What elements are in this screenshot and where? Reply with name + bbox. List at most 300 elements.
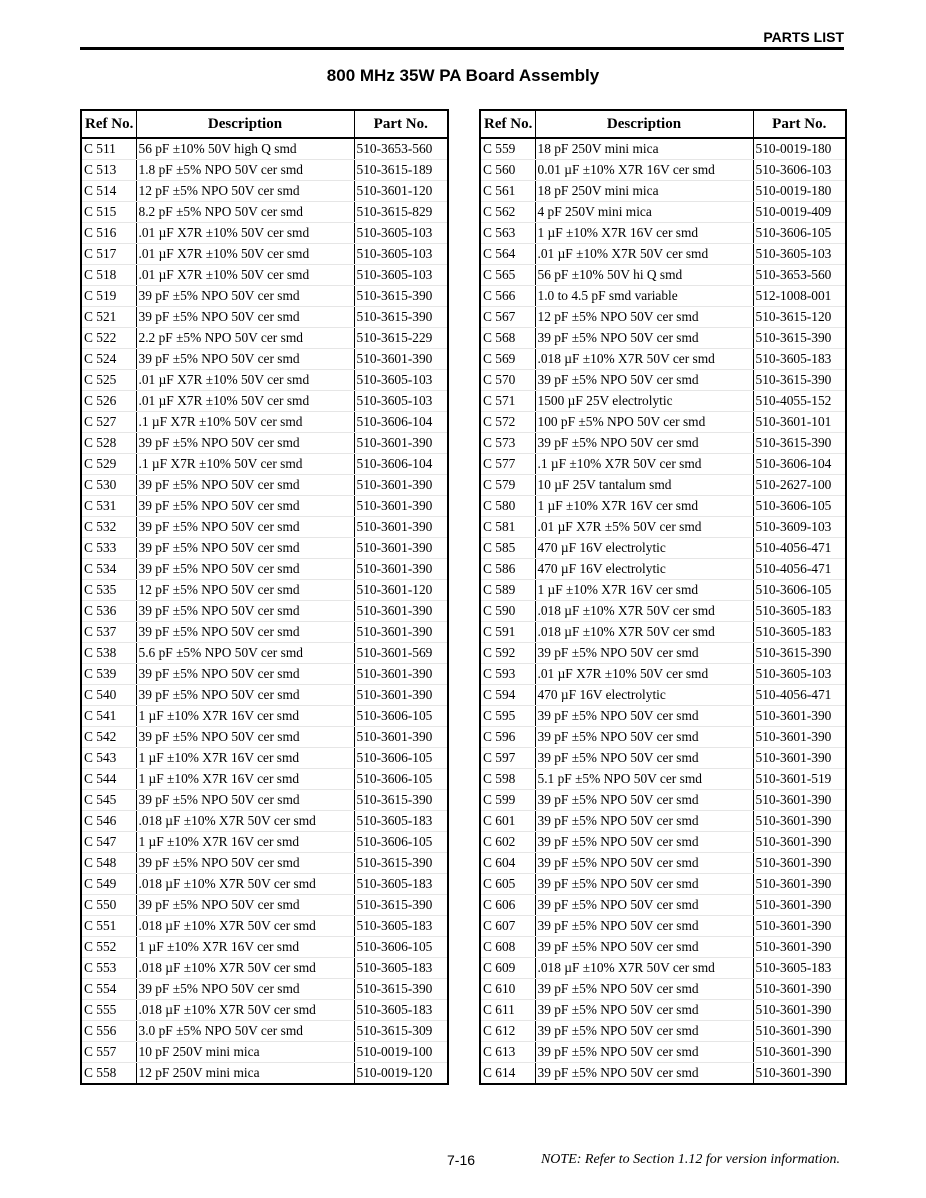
- description-cell: 39 pF ±5% NPO 50V cer smd: [535, 979, 753, 1000]
- description-cell: .018 µF ±10% X7R 50V cer smd: [535, 622, 753, 643]
- ref-no-cell: C 567: [480, 307, 535, 328]
- part-no-cell: 510-3601-390: [753, 916, 846, 937]
- ref-no-cell: C 550: [81, 895, 136, 916]
- part-no-cell: 510-3601-390: [354, 727, 448, 748]
- page-number: 7-16: [447, 1152, 476, 1168]
- description-cell: 5.1 pF ±5% NPO 50V cer smd: [535, 769, 753, 790]
- ref-no-cell: C 553: [81, 958, 136, 979]
- ref-no-cell: C 533: [81, 538, 136, 559]
- part-no-cell: 510-3601-569: [354, 643, 448, 664]
- description-cell: .018 µF ±10% X7R 50V cer smd: [535, 958, 753, 979]
- description-cell: 2.2 pF ±5% NPO 50V cer smd: [136, 328, 354, 349]
- table-row: [81, 1021, 448, 1042]
- ref-no-header: Ref No.: [480, 110, 535, 138]
- description-cell: 39 pF ±5% NPO 50V cer smd: [136, 685, 354, 706]
- table-row: [480, 181, 846, 202]
- part-no-cell: 510-3615-829: [354, 202, 448, 223]
- part-no-cell: 510-3601-390: [753, 832, 846, 853]
- version-note: NOTE: Refer to Section 1.12 for version information.: [540, 1152, 840, 1167]
- description-cell: 1 µF ±10% X7R 16V cer smd: [136, 832, 354, 853]
- ref-no-cell: C 532: [81, 517, 136, 538]
- part-no-cell: 510-3601-390: [354, 601, 448, 622]
- table-row: [480, 685, 846, 706]
- description-cell: 1 µF ±10% X7R 16V cer smd: [535, 580, 753, 601]
- description-cell: 470 µF 16V electrolytic: [535, 559, 753, 580]
- table-row: [480, 643, 846, 664]
- ref-no-cell: C 594: [480, 685, 535, 706]
- part-no-cell: 510-3605-103: [354, 223, 448, 244]
- table-row: [480, 853, 846, 874]
- description-cell: 39 pF ±5% NPO 50V cer smd: [136, 559, 354, 580]
- ref-no-cell: C 601: [480, 811, 535, 832]
- description-cell: .01 µF X7R ±10% 50V cer smd: [136, 370, 354, 391]
- ref-no-cell: C 581: [480, 517, 535, 538]
- table-row: [81, 664, 448, 685]
- ref-no-cell: C 558: [81, 1063, 136, 1085]
- part-no-cell: 510-3605-103: [354, 391, 448, 412]
- ref-no-cell: C 593: [480, 664, 535, 685]
- description-cell: 4 pF 250V mini mica: [535, 202, 753, 223]
- part-no-cell: 510-3605-103: [354, 244, 448, 265]
- description-cell: 39 pF ±5% NPO 50V cer smd: [535, 727, 753, 748]
- description-cell: 39 pF ±5% NPO 50V cer smd: [535, 1000, 753, 1021]
- description-cell: 39 pF ±5% NPO 50V cer smd: [136, 853, 354, 874]
- description-cell: 39 pF ±5% NPO 50V cer smd: [535, 1042, 753, 1063]
- ref-no-cell: C 537: [81, 622, 136, 643]
- ref-no-cell: C 577: [480, 454, 535, 475]
- part-no-cell: 510-3653-560: [354, 138, 448, 160]
- ref-no-cell: C 592: [480, 643, 535, 664]
- description-header: Description: [136, 110, 354, 138]
- ref-no-cell: C 602: [480, 832, 535, 853]
- part-no-cell: 510-3605-183: [354, 811, 448, 832]
- part-no-cell: 510-0019-180: [753, 138, 846, 160]
- table-row: [480, 1021, 846, 1042]
- part-no-cell: 510-3606-105: [354, 769, 448, 790]
- table-row: [480, 832, 846, 853]
- ref-no-cell: C 549: [81, 874, 136, 895]
- description-cell: .01 µF X7R ±10% 50V cer smd: [136, 244, 354, 265]
- part-no-cell: 510-3601-390: [354, 685, 448, 706]
- table-row: [480, 1063, 846, 1085]
- ref-no-cell: C 525: [81, 370, 136, 391]
- table-row: [81, 138, 448, 160]
- table-row: [81, 1042, 448, 1063]
- part-no-cell: 510-3601-390: [753, 790, 846, 811]
- table-row: [480, 601, 846, 622]
- part-no-cell: 510-3615-309: [354, 1021, 448, 1042]
- table-row: [480, 433, 846, 454]
- table-row: [81, 160, 448, 181]
- ref-no-cell: C 564: [480, 244, 535, 265]
- ref-no-cell: C 515: [81, 202, 136, 223]
- part-no-cell: 510-3615-390: [354, 286, 448, 307]
- table-row: [81, 790, 448, 811]
- part-no-cell: 510-4056-471: [753, 538, 846, 559]
- ref-no-cell: C 569: [480, 349, 535, 370]
- ref-no-cell: C 557: [81, 1042, 136, 1063]
- part-no-cell: 510-3615-189: [354, 160, 448, 181]
- part-no-cell: 510-4056-471: [753, 559, 846, 580]
- part-no-cell: 510-3601-390: [753, 1021, 846, 1042]
- ref-no-cell: C 516: [81, 223, 136, 244]
- description-cell: 12 pF ±5% NPO 50V cer smd: [136, 580, 354, 601]
- part-no-cell: 510-3601-390: [354, 559, 448, 580]
- ref-no-cell: C 552: [81, 937, 136, 958]
- ref-no-cell: C 535: [81, 580, 136, 601]
- ref-no-cell: C 598: [480, 769, 535, 790]
- description-cell: 39 pF ±5% NPO 50V cer smd: [136, 496, 354, 517]
- part-no-cell: 510-3606-104: [354, 412, 448, 433]
- ref-no-cell: C 612: [480, 1021, 535, 1042]
- description-cell: 1.0 to 4.5 pF smd variable: [535, 286, 753, 307]
- part-no-cell: 510-3605-183: [753, 601, 846, 622]
- ref-no-cell: C 556: [81, 1021, 136, 1042]
- description-cell: .018 µF ±10% X7R 50V cer smd: [535, 349, 753, 370]
- description-cell: .018 µF ±10% X7R 50V cer smd: [136, 958, 354, 979]
- description-cell: .01 µF X7R ±10% 50V cer smd: [136, 223, 354, 244]
- ref-no-cell: C 565: [480, 265, 535, 286]
- ref-no-cell: C 529: [81, 454, 136, 475]
- description-cell: 39 pF ±5% NPO 50V cer smd: [136, 727, 354, 748]
- ref-no-cell: C 546: [81, 811, 136, 832]
- table-row: [81, 517, 448, 538]
- description-cell: 39 pF ±5% NPO 50V cer smd: [535, 1063, 753, 1085]
- description-cell: 1500 µF 25V electrolytic: [535, 391, 753, 412]
- ref-no-cell: C 540: [81, 685, 136, 706]
- ref-no-cell: C 568: [480, 328, 535, 349]
- table-row: [480, 958, 846, 979]
- description-cell: 39 pF ±5% NPO 50V cer smd: [535, 811, 753, 832]
- ref-no-cell: C 534: [81, 559, 136, 580]
- description-cell: 39 pF ±5% NPO 50V cer smd: [136, 664, 354, 685]
- table-row: [480, 517, 846, 538]
- part-no-cell: 510-3601-390: [753, 727, 846, 748]
- part-no-cell: 510-3601-390: [753, 1042, 846, 1063]
- table-row: [81, 601, 448, 622]
- table-row: [480, 160, 846, 181]
- part-no-cell: 510-3606-104: [354, 454, 448, 475]
- ref-no-cell: C 541: [81, 706, 136, 727]
- description-cell: .018 µF ±10% X7R 50V cer smd: [136, 874, 354, 895]
- table-row: [81, 832, 448, 853]
- ref-no-cell: C 551: [81, 916, 136, 937]
- table-row: [81, 937, 448, 958]
- description-cell: .01 µF ±10% X7R 50V cer smd: [535, 244, 753, 265]
- description-cell: 39 pF ±5% NPO 50V cer smd: [535, 706, 753, 727]
- table-row: [81, 580, 448, 601]
- table-row: [480, 811, 846, 832]
- description-cell: 12 pF 250V mini mica: [136, 1063, 354, 1085]
- table-row: [480, 622, 846, 643]
- ref-no-cell: C 585: [480, 538, 535, 559]
- part-no-cell: 510-3609-103: [753, 517, 846, 538]
- table-row: [480, 138, 846, 160]
- description-cell: .01 µF X7R ±5% 50V cer smd: [535, 517, 753, 538]
- table-row: [81, 433, 448, 454]
- table-row: [81, 748, 448, 769]
- parts-table-body: [480, 138, 846, 1084]
- part-no-cell: 510-3615-390: [354, 853, 448, 874]
- table-row: [81, 328, 448, 349]
- description-cell: 39 pF ±5% NPO 50V cer smd: [136, 286, 354, 307]
- table-row: [480, 244, 846, 265]
- description-cell: 18 pF 250V mini mica: [535, 181, 753, 202]
- ref-no-cell: C 563: [480, 223, 535, 244]
- parts-table-right: [479, 109, 847, 1085]
- table-row: [480, 559, 846, 580]
- part-no-cell: 510-3601-390: [354, 433, 448, 454]
- table-row: [480, 202, 846, 223]
- table-row: [480, 307, 846, 328]
- ref-no-cell: C 613: [480, 1042, 535, 1063]
- description-cell: 39 pF ±5% NPO 50V cer smd: [136, 895, 354, 916]
- table-row: [81, 643, 448, 664]
- part-no-cell: 510-3606-105: [354, 937, 448, 958]
- table-row: [81, 622, 448, 643]
- part-no-cell: 510-3605-183: [354, 874, 448, 895]
- part-no-cell: 510-3605-183: [753, 622, 846, 643]
- part-no-header: Part No.: [354, 110, 448, 138]
- ref-no-cell: C 609: [480, 958, 535, 979]
- description-cell: 1.8 pF ±5% NPO 50V cer smd: [136, 160, 354, 181]
- ref-no-cell: C 572: [480, 412, 535, 433]
- ref-no-cell: C 562: [480, 202, 535, 223]
- table-row: [81, 769, 448, 790]
- ref-no-cell: C 536: [81, 601, 136, 622]
- ref-no-cell: C 545: [81, 790, 136, 811]
- part-no-cell: 510-3615-390: [753, 370, 846, 391]
- table-row: [81, 202, 448, 223]
- part-no-cell: 510-3601-390: [354, 496, 448, 517]
- description-cell: 1 µF ±10% X7R 16V cer smd: [136, 748, 354, 769]
- part-no-cell: 510-3615-229: [354, 328, 448, 349]
- part-no-cell: 510-3601-390: [753, 853, 846, 874]
- ref-no-cell: C 607: [480, 916, 535, 937]
- part-no-cell: 510-0019-120: [354, 1063, 448, 1085]
- description-cell: .1 µF ±10% X7R 50V cer smd: [535, 454, 753, 475]
- description-cell: 1 µF ±10% X7R 16V cer smd: [535, 223, 753, 244]
- description-cell: 10 pF 250V mini mica: [136, 1042, 354, 1063]
- ref-no-cell: C 591: [480, 622, 535, 643]
- ref-no-header: Ref No.: [81, 110, 136, 138]
- description-cell: .01 µF X7R ±10% 50V cer smd: [136, 391, 354, 412]
- part-no-cell: 510-3606-105: [753, 580, 846, 601]
- table-row: [81, 412, 448, 433]
- part-no-header: Part No.: [753, 110, 846, 138]
- table-row: [81, 286, 448, 307]
- part-no-cell: 510-3601-390: [753, 1000, 846, 1021]
- ref-no-cell: C 586: [480, 559, 535, 580]
- ref-no-cell: C 543: [81, 748, 136, 769]
- part-no-cell: 510-3605-183: [753, 958, 846, 979]
- ref-no-cell: C 614: [480, 1063, 535, 1085]
- description-cell: 39 pF ±5% NPO 50V cer smd: [535, 748, 753, 769]
- ref-no-cell: C 528: [81, 433, 136, 454]
- description-cell: 39 pF ±5% NPO 50V cer smd: [535, 937, 753, 958]
- part-no-cell: 510-3601-519: [753, 769, 846, 790]
- part-no-cell: 510-3601-390: [753, 895, 846, 916]
- description-cell: 39 pF ±5% NPO 50V cer smd: [136, 790, 354, 811]
- table-row: [480, 412, 846, 433]
- part-no-cell: 510-3601-120: [354, 181, 448, 202]
- table-row: [81, 307, 448, 328]
- part-no-cell: 510-3606-105: [354, 748, 448, 769]
- description-cell: 39 pF ±5% NPO 50V cer smd: [136, 433, 354, 454]
- ref-no-cell: C 511: [81, 138, 136, 160]
- part-no-cell: 510-3601-390: [753, 874, 846, 895]
- table-row: [81, 391, 448, 412]
- table-row: [480, 790, 846, 811]
- part-no-cell: 510-4056-471: [753, 685, 846, 706]
- part-no-cell: 510-3601-390: [354, 517, 448, 538]
- part-no-cell: 510-3601-101: [753, 412, 846, 433]
- ref-no-cell: C 530: [81, 475, 136, 496]
- table-row: [480, 664, 846, 685]
- description-cell: 1 µF ±10% X7R 16V cer smd: [136, 706, 354, 727]
- ref-no-cell: C 531: [81, 496, 136, 517]
- ref-no-cell: C 597: [480, 748, 535, 769]
- description-cell: .1 µF X7R ±10% 50V cer smd: [136, 412, 354, 433]
- ref-no-cell: C 605: [480, 874, 535, 895]
- description-cell: 39 pF ±5% NPO 50V cer smd: [136, 475, 354, 496]
- table-row: [81, 685, 448, 706]
- section-header: PARTS LIST: [763, 29, 844, 45]
- ref-no-cell: C 542: [81, 727, 136, 748]
- description-cell: 1 µF ±10% X7R 16V cer smd: [136, 769, 354, 790]
- table-row: [480, 916, 846, 937]
- table-row: [81, 979, 448, 1000]
- table-row: [480, 391, 846, 412]
- table-row: [480, 265, 846, 286]
- ref-no-cell: C 547: [81, 832, 136, 853]
- part-no-cell: 510-3615-390: [354, 307, 448, 328]
- part-no-cell: 510-3601-390: [354, 622, 448, 643]
- parts-table-left: [80, 109, 449, 1085]
- ref-no-cell: C 524: [81, 349, 136, 370]
- part-no-cell: 510-3606-103: [753, 160, 846, 181]
- part-no-cell: 510-3601-390: [753, 937, 846, 958]
- description-cell: .1 µF X7R ±10% 50V cer smd: [136, 454, 354, 475]
- table-row: [480, 580, 846, 601]
- ref-no-cell: C 521: [81, 307, 136, 328]
- description-cell: 39 pF ±5% NPO 50V cer smd: [136, 517, 354, 538]
- part-no-cell: 510-3605-103: [354, 370, 448, 391]
- part-no-cell: 510-3601-390: [753, 1063, 846, 1085]
- table-row: [480, 706, 846, 727]
- description-cell: 39 pF ±5% NPO 50V cer smd: [535, 643, 753, 664]
- description-cell: .018 µF ±10% X7R 50V cer smd: [136, 916, 354, 937]
- ref-no-cell: C 599: [480, 790, 535, 811]
- part-no-cell: 510-3605-103: [354, 265, 448, 286]
- table-row: [480, 727, 846, 748]
- ref-no-cell: C 589: [480, 580, 535, 601]
- table-row: [81, 1000, 448, 1021]
- description-cell: 100 pF ±5% NPO 50V cer smd: [535, 412, 753, 433]
- ref-no-cell: C 579: [480, 475, 535, 496]
- ref-no-cell: C 604: [480, 853, 535, 874]
- ref-no-cell: C 580: [480, 496, 535, 517]
- part-no-cell: 512-1008-001: [753, 286, 846, 307]
- description-cell: 39 pF ±5% NPO 50V cer smd: [535, 1021, 753, 1042]
- description-cell: 39 pF ±5% NPO 50V cer smd: [535, 895, 753, 916]
- description-cell: 39 pF ±5% NPO 50V cer smd: [535, 874, 753, 895]
- table-row: [81, 454, 448, 475]
- description-cell: 39 pF ±5% NPO 50V cer smd: [535, 790, 753, 811]
- description-cell: 39 pF ±5% NPO 50V cer smd: [136, 538, 354, 559]
- ref-no-cell: C 526: [81, 391, 136, 412]
- page-title: 800 MHz 35W PA Board Assembly: [326, 66, 600, 85]
- description-cell: 39 pF ±5% NPO 50V cer smd: [136, 979, 354, 1000]
- part-no-cell: 510-3601-390: [753, 811, 846, 832]
- part-no-cell: 510-3605-183: [753, 349, 846, 370]
- description-cell: 1 µF ±10% X7R 16V cer smd: [535, 496, 753, 517]
- header-rule: [80, 47, 844, 50]
- part-no-cell: 510-3615-390: [753, 328, 846, 349]
- part-no-cell: 510-3601-390: [354, 538, 448, 559]
- table-row: [81, 265, 448, 286]
- table-row: [480, 979, 846, 1000]
- table-row: [81, 706, 448, 727]
- description-cell: 39 pF ±5% NPO 50V cer smd: [136, 622, 354, 643]
- description-cell: 39 pF ±5% NPO 50V cer smd: [136, 601, 354, 622]
- description-cell: 39 pF ±5% NPO 50V cer smd: [136, 307, 354, 328]
- ref-no-cell: C 573: [480, 433, 535, 454]
- ref-no-cell: C 513: [81, 160, 136, 181]
- description-header: Description: [535, 110, 753, 138]
- description-cell: .018 µF ±10% X7R 50V cer smd: [535, 601, 753, 622]
- ref-no-cell: C 566: [480, 286, 535, 307]
- ref-no-cell: C 555: [81, 1000, 136, 1021]
- description-cell: 56 pF ±10% 50V hi Q smd: [535, 265, 753, 286]
- description-cell: 1 µF ±10% X7R 16V cer smd: [136, 937, 354, 958]
- ref-no-cell: C 522: [81, 328, 136, 349]
- description-cell: 5.6 pF ±5% NPO 50V cer smd: [136, 643, 354, 664]
- part-no-cell: 510-3606-104: [753, 454, 846, 475]
- ref-no-cell: C 608: [480, 937, 535, 958]
- table-row: [480, 1042, 846, 1063]
- table-header-row: [480, 110, 846, 138]
- table-row: [81, 874, 448, 895]
- part-no-cell: 510-3606-105: [354, 706, 448, 727]
- description-cell: 8.2 pF ±5% NPO 50V cer smd: [136, 202, 354, 223]
- table-row: [81, 853, 448, 874]
- description-cell: .01 µF X7R ±10% 50V cer smd: [136, 265, 354, 286]
- ref-no-cell: C 610: [480, 979, 535, 1000]
- part-no-cell: 510-3606-105: [354, 832, 448, 853]
- part-no-cell: 510-3605-183: [354, 1000, 448, 1021]
- ref-no-cell: C 560: [480, 160, 535, 181]
- description-cell: .018 µF ±10% X7R 50V cer smd: [136, 811, 354, 832]
- part-no-cell: 510-3601-120: [354, 580, 448, 601]
- ref-no-cell: C 544: [81, 769, 136, 790]
- parts-table-body: [81, 138, 448, 1084]
- ref-no-cell: C 517: [81, 244, 136, 265]
- part-no-cell: 510-3606-105: [753, 223, 846, 244]
- part-no-cell: 510-3605-183: [354, 916, 448, 937]
- description-cell: 0.01 µF ±10% X7R 16V cer smd: [535, 160, 753, 181]
- part-no-cell: 510-0019-180: [753, 181, 846, 202]
- ref-no-cell: C 606: [480, 895, 535, 916]
- part-no-cell: 510-3605-103: [753, 664, 846, 685]
- part-no-cell: 510-3615-390: [354, 790, 448, 811]
- ref-no-cell: C 559: [480, 138, 535, 160]
- table-row: [81, 223, 448, 244]
- table-row: [480, 895, 846, 916]
- table-row: [480, 286, 846, 307]
- table-row: [81, 559, 448, 580]
- description-cell: 12 pF ±5% NPO 50V cer smd: [136, 181, 354, 202]
